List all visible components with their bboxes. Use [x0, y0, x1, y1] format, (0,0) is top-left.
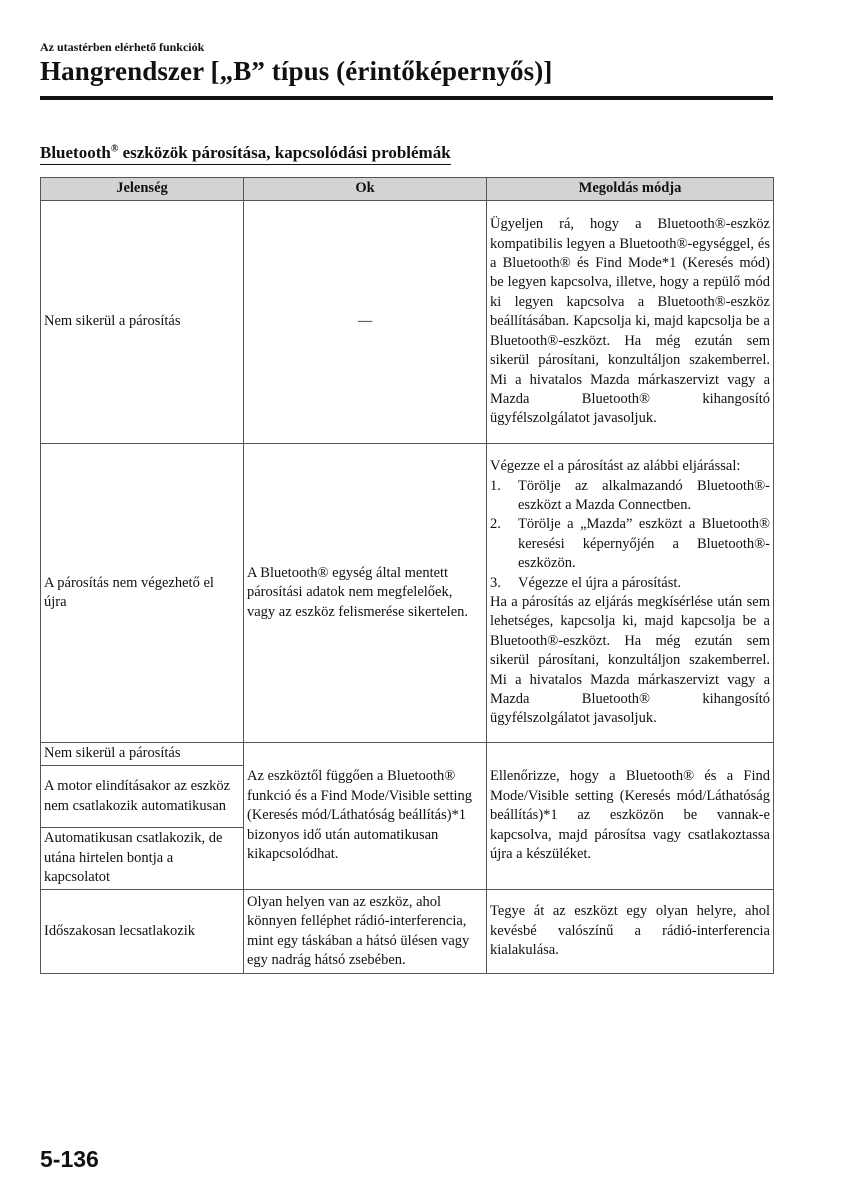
cell-solution: Ellenőrizze, hogy a Bluetooth® és a Find Mode/Visible setting (Keresés mód/Láthatóság beállítás)*1 az eszközön be vannak-e kapcsolva, majd párosítsa vagy csatlakoztassa újra a készüléket. [487, 743, 774, 890]
header-symptom: Jelenség [41, 178, 244, 201]
registered-mark: ® [110, 143, 119, 155]
table-header-row [41, 178, 774, 201]
cell-cause: Olyan helyen van az eszköz, ahol könnyen felléphet rádió-interferencia, mint egy táskában a hátsó ülésen vagy egy nadrág hátsó zsebében. [244, 890, 487, 974]
cell-symptom: Időszakosan lecsatlakozik [41, 890, 244, 974]
cell-cause: A Bluetooth® egység által mentett párosítási adatok nem megfelelőek, vagy az eszköz felismerése sikertelen. [244, 444, 487, 743]
subsection-title-pre: Bluetooth [40, 143, 111, 162]
cell-solution: Tegye át az eszközt egy olyan helyre, ahol kevésbé valószínű a rádió-interferencia kialakulása. [487, 890, 774, 974]
table-row [41, 201, 774, 444]
title-rule [40, 96, 773, 100]
table-row [41, 890, 774, 974]
table-row [41, 743, 774, 766]
list-item [490, 477, 770, 516]
cell-symptom: A párosítás nem végezhető el újra [41, 444, 244, 743]
step-number: 1. [490, 477, 501, 494]
subsection-title [40, 143, 451, 165]
header-cause: Ok [244, 178, 487, 201]
cell-symptom: Nem sikerül a párosítás [41, 743, 244, 766]
step-number: 2. [490, 516, 501, 533]
step-text: Végezze el újra a párosítást. [518, 574, 682, 591]
troubleshooting-table [40, 177, 774, 974]
cell-cause: — [244, 201, 487, 444]
cell-cause: Az eszköztől függően a Bluetooth® funkció és a Find Mode/Visible setting (Keresés mód/Láthatóság beállítás)*1 bizonyos idő után automatikusan kikapcsolódhat. [244, 743, 487, 890]
page-title: Hangrendszer [„B” típus (érintőképernyős)] [40, 56, 553, 86]
cell-solution: Ügyeljen rá, hogy a Bluetooth®-eszköz kompatibilis legyen a Bluetooth®-egységgel, és a Bluetooth® és Find Mode*1 (Keresés mód) be legyen kapcsolva, illetve, hogy a repülő mód ki legyen kapcsolva a Bluetooth®-eszköz beállításában. Kapcsolja ki, majd kapcsolja be a Bluetooth®-eszközt. Ha még ezután sem sikerül párosítani, konzultáljon szakemberrel. Mi a hivatalos Mazda márkaszervizt vagy a Mazda Bluetooth® kihangosító ügyfélszolgálatot javasoljuk. [487, 201, 774, 444]
list-item [490, 515, 770, 573]
cell-symptom: Automatikusan csatlakozik, de utána hirtelen bontja a kapcsolatot [41, 828, 244, 890]
step-number: 3. [490, 574, 501, 591]
solution-intro: Végezze el a párosítást az alábbi eljárással: [490, 458, 741, 475]
page-number: 5-136 [40, 1146, 99, 1172]
cell-symptom: A motor elindításakor az eszköz nem csatlakozik automatikusan [41, 766, 244, 828]
step-text: Törölje az alkalmazandó Bluetooth®-eszközt a Mazda Connectben. [518, 477, 770, 513]
solution-outro: Ha a párosítás az eljárás megkísérlése után sem lehetséges, kapcsolja ki, majd kapcsolja be a Bluetooth®-eszközt. Ha még ezután sem sikerül párosítani, konzultáljon szakemberrel. Mi a hivatalos Mazda márkaszervizt vagy a Mazda Bluetooth® kihangosító ügyfélszolgálatot javasoljuk. [490, 594, 770, 727]
table-row [41, 444, 774, 743]
cell-solution [487, 444, 774, 743]
section-label: Az utastérben elérhető funkciók [40, 40, 205, 54]
header-solution: Megoldás módja [487, 178, 774, 201]
step-text: Törölje a „Mazda” eszközt a Bluetooth® keresési képernyőjén a Bluetooth®-eszközön. [518, 516, 770, 572]
list-item [490, 574, 770, 593]
cell-symptom: Nem sikerül a párosítás [41, 201, 244, 444]
subsection-title-post: eszközök párosítása, kapcsolódási problémák [118, 143, 451, 162]
